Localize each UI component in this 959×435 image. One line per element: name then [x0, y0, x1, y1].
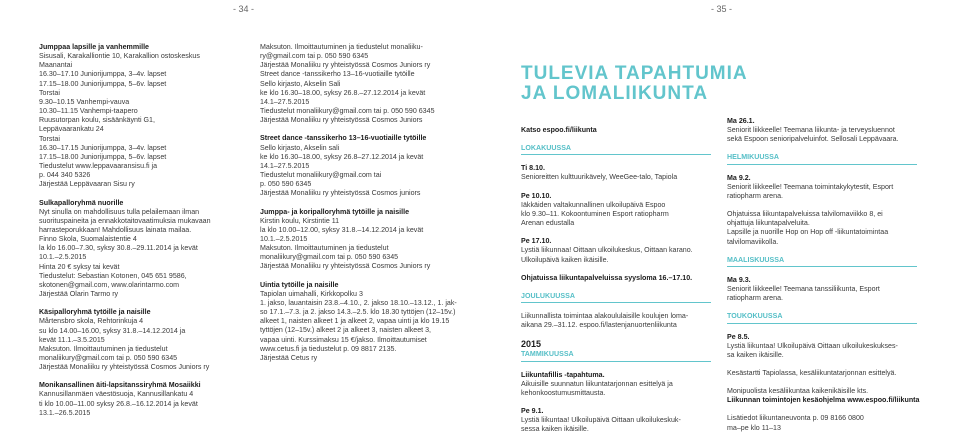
text-line: Finno Skola, Suomalaistentie 4 [39, 235, 137, 244]
text-line: kehonkoostumusmittausta. [521, 388, 606, 397]
spacer [727, 303, 947, 312]
spacer [727, 201, 947, 210]
text-line: Senioreitten kulttuurikävely, WeeGee-talo, Tapiola [521, 173, 678, 182]
entry-heading: Liikuntafillis -tapahtuma. [521, 370, 605, 379]
text-line: 1. jakso, lauantaisin 23.8.–4.10., 2. jakso 18.10.–13.12., 1. jak- [260, 298, 457, 307]
text-line: ke klo 16.30–18.00, syksy 26.8–27.12.2014 ja kevät [260, 152, 424, 161]
text-line: Hinta 20 € syksy tai kevät [39, 262, 120, 271]
spacer [260, 272, 460, 281]
entry-heading: Ma 9.3. [727, 275, 751, 284]
text-line: Järjestää Monaliiku ry yhteistyössä Cosmos Juniors ry [39, 363, 210, 372]
column-2 [260, 43, 460, 363]
text-line: monaliikury@gmail.com tai p. 050 590 6345 [260, 253, 399, 262]
text-line: Lapsille ja nuorille Hop on Hop off -liikuntatoimintaa [727, 228, 889, 237]
text-line: talvilomaviikolla. [727, 237, 779, 246]
text-line: tyttöjen (12–15v.) alkeet 2 ja alkeet 3, naisten alkeet 3, [260, 326, 432, 335]
text-line: suorituspaineita ja ennakkotaitovaatimuksia mukavaan [39, 216, 211, 225]
text-line: Kesästartti Tapiolassa, kesäliikuntatarjonnan esittelyä. [727, 368, 897, 377]
text-line: Järjestää Monaliiku ry yhteistyössä Cosmos Juniors ry [260, 262, 431, 271]
text-line: Ulkoilupäivä kaiken ikäisille. [521, 255, 609, 264]
page-number-right: - 35 - [711, 4, 733, 14]
text-line: Street dance -tanssikerho 13–16-vuotiaille tytöille [260, 70, 415, 79]
text-line: monaliikury@gmail.com tai p. 050 590 6345 [39, 354, 178, 362]
text-line: ti klo 10.00–11.00 syksy 26.8.–16.12.2014 ja kevät [39, 399, 198, 408]
spacer [727, 324, 947, 333]
text-line: 10.1.–2.5.2015 [39, 253, 87, 262]
spacer [39, 299, 239, 308]
text-line: kevät 11.1.–3.5.2015 [39, 335, 105, 344]
text-line: Aikuisille suunnatun liikuntatarjonnan esittelyä ja [521, 379, 673, 388]
spacer [521, 183, 721, 192]
text-line: vapaa uinti. Kurssimaksu 15 €/jakso. Ilmoittautumiset [260, 335, 427, 344]
spacer [727, 165, 947, 174]
text-line: Mårtensbro skola, Rehtorinkuja 4 [39, 317, 144, 326]
section-heading: HELMIKUUSSA [727, 153, 780, 162]
text-line: ratiopharm arena. [727, 191, 783, 200]
section-title-line-2: JA LOMALIIKUNTA [521, 83, 709, 104]
text-line: la klo 16.00–7.30, syksy 30.8.–29.11.2014 ja kevät [39, 244, 198, 253]
text-line: Torstai [39, 134, 60, 143]
text-line: Nyt sinulla on mahdollisuus tulla pelailemaan ilman [39, 207, 200, 216]
text-line: Maksuton. Ilmoittautuminen ja tiedustelut monaliiku- [260, 43, 423, 51]
text-line: Arenan edustalla [521, 219, 575, 228]
text-line: klo 9.30–11. Kokoontuminen Esport ratiopharm [521, 209, 669, 218]
text-line: Kirstin koulu, Kirstintie 11 [260, 216, 340, 225]
section-title-line-1: TULEVIA TAPAHTUMIA [521, 63, 748, 84]
spacer [39, 190, 239, 199]
text-line: Tiedustelut www.leppavaaransisu.fi ja [39, 162, 158, 171]
entry-heading: 2015 [521, 339, 542, 350]
text-line: Järjestää Monaliiku ry yhteistyössä Cosmos Juniors [260, 116, 423, 125]
text-line: Maanantai [39, 61, 73, 70]
column-3 [521, 126, 721, 434]
entry-heading: Monikansallinen äiti-lapsitanssiryhmä Mosaiikki [39, 381, 201, 390]
text-line: ma–pe klo 11–13 [727, 423, 781, 432]
spacer [521, 398, 721, 407]
text-line: Monipuolista kesäliikuntaa kaikenikäisille kts. [727, 387, 869, 396]
text-line: so 17.1.–7.3. ja 2. jakso 14.3.–2.5. klo 18.30 tyttöjen (12–15v.) [260, 308, 456, 317]
text-line: Tiedustelut monaliikury@gmail.com tai p. 050 590 6345 [260, 107, 435, 116]
text-line: alkeet 1, naisten alkeet 1 ja alkeet 2, vapaa uinti ja klo 19.15 [260, 317, 450, 326]
text-line: 14.1–27.5.2015 [260, 97, 310, 106]
text-line: ratiopharm arena. [727, 294, 783, 303]
text-line: Kannusillanmäen väestösuoja, Kannusillankatu 4 [39, 390, 194, 399]
entry-heading: Sulkapalloryhmä nuorille [39, 198, 124, 207]
entry-heading: Katso espoo.fi/liikunta [521, 126, 597, 134]
text-line: ke klo 16.30–18.00, syksy 26.8.–27.12.2014 ja kevät [260, 88, 426, 97]
spacer [260, 125, 460, 134]
text-line: Liikunnallista toimintaa alakoululaisille koulujen loma- [521, 312, 689, 321]
spacer [521, 362, 721, 371]
text-line: Sisusali, Karakalliontie 10, Karakallion ostoskeskus [39, 52, 200, 61]
entry-heading: Pe 9.1. [521, 406, 544, 415]
entry-heading: Jumppaa lapsille ja vanhemmille [39, 43, 149, 51]
text-line: Tiedustelut monaliikury@gmail.com tai [260, 171, 382, 180]
text-line: 10.30–11.15 Vanhempi-taapero [39, 107, 138, 116]
spacer [521, 228, 721, 237]
section-title [521, 64, 748, 104]
entry-heading: Käsipalloryhmä tytöille ja naisille [39, 308, 151, 317]
section-heading: LOKAKUUSSA [521, 144, 572, 153]
section-heading: MAALISKUUSSA [727, 255, 785, 264]
text-line: ry@gmail.com tai p. 050 590 6345 [260, 52, 369, 61]
column-1 [39, 43, 239, 418]
entry-heading: Pe 10.10. [521, 191, 552, 200]
text-line: Maksuton. Ilmoittautuminen ja tiedustelut [39, 344, 168, 353]
spacer [521, 283, 721, 292]
section-heading: TAMMIKUUSSA [521, 350, 574, 359]
text-line: Ruusutorpan koulu, sisäänkäynti G1, [39, 116, 155, 125]
entry-heading: Ma 26.1. [727, 117, 755, 125]
text-line: 17.15–18.00 Juniorijumppa, 5–6v. lapset [39, 152, 167, 161]
text-line: Järjestää Monaliiku ry yhteistyössä Cosmos juniors [260, 189, 421, 198]
text-line: Sello kirjasto, Akselin sali [260, 143, 340, 152]
text-line: Seniorit liikkeelle! Teemana liikunta- ja terveysluennot [727, 126, 895, 135]
text-line: Järjestää Olarin Tarmo ry [39, 290, 119, 299]
spacer [521, 155, 721, 164]
spacer [521, 135, 721, 144]
text-line: 14.1–27.5.2015 [260, 161, 310, 170]
text-line: www.cetus.fi ja tiedustelut p. 09 8817 2135. [260, 344, 397, 353]
text-line: su klo 14.00–16.00, syksy 31.8.–14.12.2014 ja [39, 326, 186, 335]
spacer [727, 247, 947, 256]
text-line: Iäkkäiden valtakunnallinen ulkoilupäivä Espoo [521, 200, 666, 209]
spacer [39, 372, 239, 381]
text-line: Järjestää Monaliiku ry yhteistyössä Cosmos Juniors ry [260, 61, 431, 70]
spacer [521, 330, 721, 339]
entry-heading: Pe 17.10. [521, 237, 552, 246]
entry-heading: Liikunnan toimintojen kesäohjelma www.espoo.fi/liikunta [727, 396, 920, 405]
text-line: Tiedustelut: Sebastian Kotonen, 045 651 9586, [39, 271, 187, 280]
text-line: aikana 29.–31.12. espoo.fi/lastenjanuortenliikunta [521, 321, 677, 330]
text-line: Lystiä liikunnaa! Oittaan ulkoilukeskus, Oittaan karano. [521, 246, 693, 255]
text-line: 13.1.–26.5.2015 [39, 408, 91, 417]
text-line: p. 044 340 5326 [39, 171, 91, 180]
text-line: skotonen@gmail.com, www.olarintarmo.com [39, 280, 180, 289]
column-4 [727, 117, 947, 433]
page-number-left: - 34 - [233, 4, 255, 14]
text-line: Tapiolan uimahalli, Kirkkopolku 3 [260, 289, 363, 298]
text-line: p. 050 590 6345 [260, 180, 312, 189]
entry-heading: Street dance -tanssikerho 13–16-vuotiaille tytöille [260, 134, 427, 143]
text-line: 9.30–10.15 Vanhempi-vauva [39, 97, 130, 106]
spacer [727, 378, 947, 387]
spacer [727, 360, 947, 369]
section-heading: JOULUKUUSSA [521, 291, 575, 300]
text-line: Lystiä liikuntaa! Ulkoilupäivä Oittaan ulkoilukeskuk- [521, 416, 681, 425]
spacer [260, 199, 460, 208]
text-line: Leppävaarankatu 24 [39, 125, 104, 134]
text-line: Maksuton. Ilmoittautuminen ja tiedustelut [260, 244, 389, 253]
spacer [521, 265, 721, 274]
spacer [727, 267, 947, 276]
text-line: harrasteporukkaan! Mahdollisuus lainata mailaa. [39, 225, 192, 234]
text-line: Seniorit liikkeelle! Teemana tanssiliikunta, Esport [727, 285, 880, 294]
entry-heading: Jumppa- ja koripalloryhmä tytöille ja naisille [260, 207, 410, 216]
text-line: Sello kirjasto, Akselin Sali [260, 79, 341, 88]
spacer [727, 144, 947, 153]
text-line: sa kaiken ikäisille. [727, 350, 784, 359]
text-line: ohjattuja liikuntapalveluita. [727, 219, 810, 228]
entry-heading: Pe 8.5. [727, 332, 750, 341]
text-line: 16.30–17.10 Juniorijumppa, 3–4v. lapset [39, 70, 167, 79]
text-line: Järjestää Leppävaaran Sisu ry [39, 180, 135, 189]
text-line: 17.15–18.00 Juniorijumppa, 5–6v. lapset [39, 79, 167, 88]
text-line: Lystiä liikuntaa! Ulkoilupäivä Oittaan ulkoilukeskukses- [727, 341, 898, 350]
text-line: 10.1.–2.5.2015 [260, 234, 308, 243]
text-line: Järjestää Cetus ry [260, 353, 318, 362]
text-line: Seniorit liikkeelle! Teemana toimintakykytestit, Esport [727, 182, 894, 191]
spacer [521, 303, 721, 312]
text-line: Ohjatuissa liikuntapalveluissa talvilomaviikko 8, ei [727, 210, 883, 219]
entry-heading: Ma 9.2. [727, 173, 751, 182]
spacer [727, 405, 947, 414]
text-line: Torstai [39, 88, 60, 97]
section-heading: TOUKOKUUSSA [727, 312, 783, 321]
text-line: Lisätiedot liikuntaneuvonta p. 09 8166 0800 [727, 414, 864, 423]
text-line: la klo 10.00–12.00, syksy 31.8.–14.12.2014 ja kevät [260, 225, 424, 234]
text-line: 16.30–17.15 Juniorijumppa, 3–4v. lapset [39, 143, 167, 152]
text-line: sekä Espoon senioripalveluinfot. Sellosali Leppävaara. [727, 135, 899, 144]
entry-heading: Uintia tytöille ja naisille [260, 280, 339, 289]
text-line: sessa kaiken ikäisille. [521, 425, 589, 434]
entry-heading: Ohjatuissa liikuntapalveluissa syysloma 16.–17.10. [521, 273, 693, 282]
entry-heading: Ti 8.10. [521, 164, 545, 173]
